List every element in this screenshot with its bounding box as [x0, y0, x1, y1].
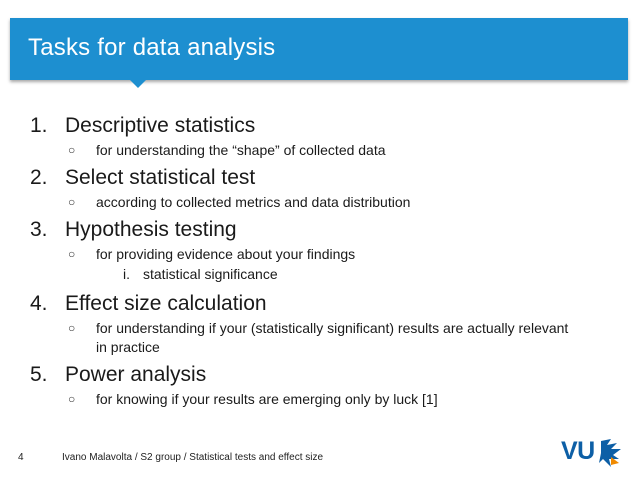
task-list — [30, 112, 620, 413]
sub-bullet — [68, 390, 620, 409]
item-label: Select statistical test — [65, 166, 256, 189]
footer-text: Ivano Malavolta / S2 group / Statistical tests and effect size — [62, 452, 324, 463]
list-item — [30, 216, 620, 284]
slide-title: Tasks for data analysis — [28, 34, 276, 61]
item-number: 2. — [30, 166, 48, 189]
circle-bullet-icon: ○ — [68, 392, 76, 406]
item-number: 3. — [30, 218, 48, 241]
vu-logo — [561, 437, 627, 469]
sub-bullet — [68, 319, 576, 357]
header-pointer — [130, 80, 146, 88]
circle-bullet-icon: ○ — [68, 143, 76, 157]
item-number: 4. — [30, 292, 48, 315]
list-item — [30, 290, 620, 357]
item-label: Power analysis — [65, 363, 207, 386]
page-number: 4 — [18, 452, 24, 463]
sub-bullet-text: for understanding if your (statistically significant) results are actually relevant in practice — [96, 320, 569, 355]
sub-bullet — [68, 141, 620, 160]
circle-bullet-icon: ○ — [68, 247, 76, 261]
sub-bullet-text: for understanding the “shape” of collected data — [96, 142, 386, 158]
item-label: Hypothesis testing — [65, 218, 237, 241]
sub-bullet-text: according to collected metrics and data distribution — [96, 194, 411, 210]
sub-bullet — [68, 245, 620, 264]
item-number: 1. — [30, 114, 48, 137]
item-number: 5. — [30, 363, 48, 386]
sub-sub-bullet-text: statistical significance — [143, 266, 278, 282]
item-label: Descriptive statistics — [65, 114, 256, 137]
slide-header — [10, 18, 628, 80]
sub-bullet-text: for knowing if your results are emerging only by luck [1] — [96, 391, 438, 407]
list-item — [30, 164, 620, 212]
sub-bullet-text: for providing evidence about your findings — [96, 246, 356, 262]
sub-sub-bullet — [123, 265, 620, 284]
list-item — [30, 112, 620, 160]
griffin-icon — [597, 437, 627, 469]
list-item — [30, 361, 620, 409]
circle-bullet-icon: ○ — [68, 195, 76, 209]
item-label: Effect size calculation — [65, 292, 267, 315]
vu-logo-text: VU — [561, 437, 595, 465]
sub-bullet — [68, 193, 620, 212]
circle-bullet-icon: ○ — [68, 321, 76, 335]
roman-numeral: i. — [123, 266, 130, 282]
